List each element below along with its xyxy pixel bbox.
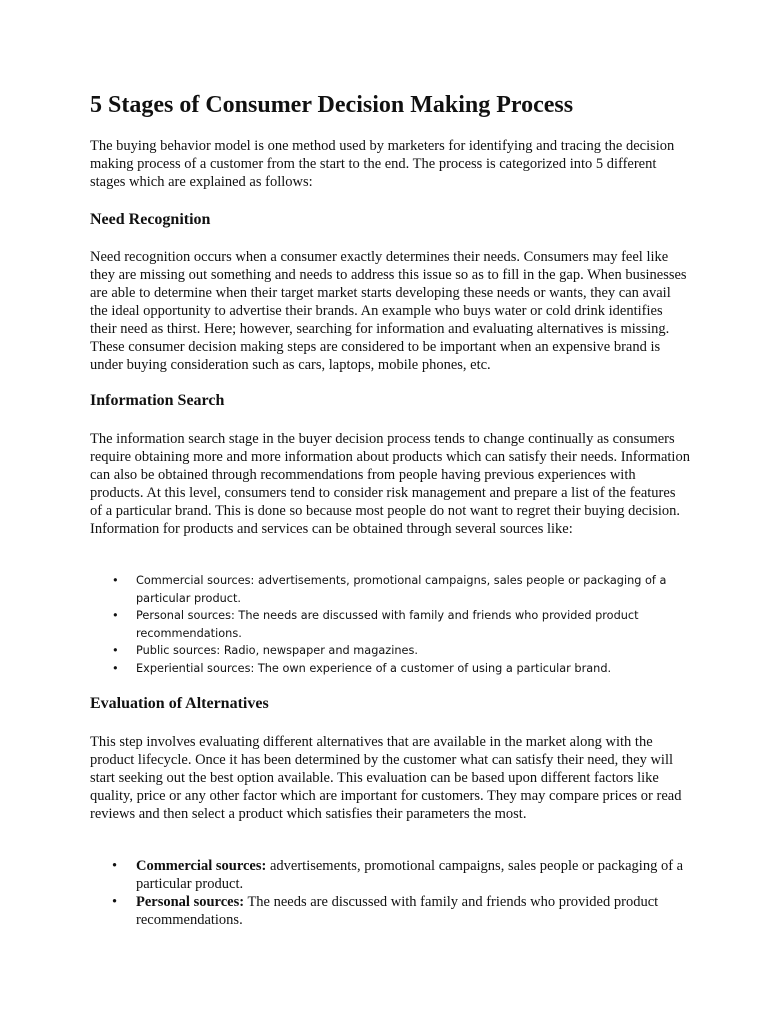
page-title: 5 Stages of Consumer Decision Making Process [90,92,574,118]
list-item-text: The needs are discussed with family and friends who provided product recommendations. [136,894,659,928]
list-item [90,893,690,929]
list-item-term: Commercial sources: [136,574,255,587]
section-heading-need-recognition: Need Recognition [90,211,211,228]
section-body-need-recognition: Need recognition occurs when a consumer exactly determines their needs. Consumers may feel like they are missing out something and needs to address this issue so as to fill in the gap. When businesses are able to determine when their target market starts developing these needs or wants, they can avail the ideal opportunity to advertise their brands. An example who buys water or cold drink identifies their need as thirst. Here; however, searching for information and evaluating alternatives is missing. These consumer decision making steps are considered to be important when an expensive brand is under buying consideration such as cars, laptops, mobile phones, etc. [90,249,687,373]
list-item-term: Personal sources: [136,609,235,622]
section-body-evaluation-of-alternatives: This step involves evaluating different alternatives that are available in the market along with the product lifecycle. Once it has been determined by the customer what can satisfy their need, they will start seeking out the best option available. This evaluation can be based upon different factors like quality, price or any other factor which are important for customers. They may compare prices or read reviews and then select a product which satisfies their parameters the most. [90,734,682,822]
list-item-text: advertisements, promotional campaigns, sales people or packaging of a particular product. [136,574,667,605]
list-item-text: The own experience of a customer of using a particular brand. [254,661,612,675]
evaluation-sources-list [90,857,690,929]
list-item-term: Experiential sources: [136,661,255,675]
list-item-term: Public sources: [136,644,221,657]
list-item-term: Personal sources: [136,894,245,910]
list-item [90,642,690,660]
list-item [90,660,690,678]
section-heading-information-search: Information Search [90,392,225,409]
list-item [90,857,690,893]
list-item-text: The needs are discussed with family and friends who provided product recommendations. [136,609,639,640]
list-item-text: Radio, newspaper and magazines. [220,644,418,657]
section-heading-evaluation-of-alternatives: Evaluation of Alternatives [90,695,269,712]
list-item [90,607,690,642]
list-item [90,572,690,607]
intro-paragraph: The buying behavior model is one method used by marketers for identifying and tracing the decision making process of a customer from the start to the end. The process is categorized into 5 different stages which are explained as follows: [90,138,675,190]
section-body-information-search: The information search stage in the buyer decision process tends to change continually as consumers require obtaining more and more information about products which can satisfy their needs. Information can also be obtained through recommendations from people having previous experiences with products. At this level, consumers tend to consider risk management and prepare a list of the features of a particular brand. This is done so because most people do not want to regret their buying decision. Information for products and services can be obtained through several sources like: [90,431,690,537]
list-item-text: advertisements, promotional campaigns, sales people or packaging of a particular product. [136,858,684,892]
list-item-term: Commercial sources: [136,858,267,874]
information-sources-list [90,572,690,677]
